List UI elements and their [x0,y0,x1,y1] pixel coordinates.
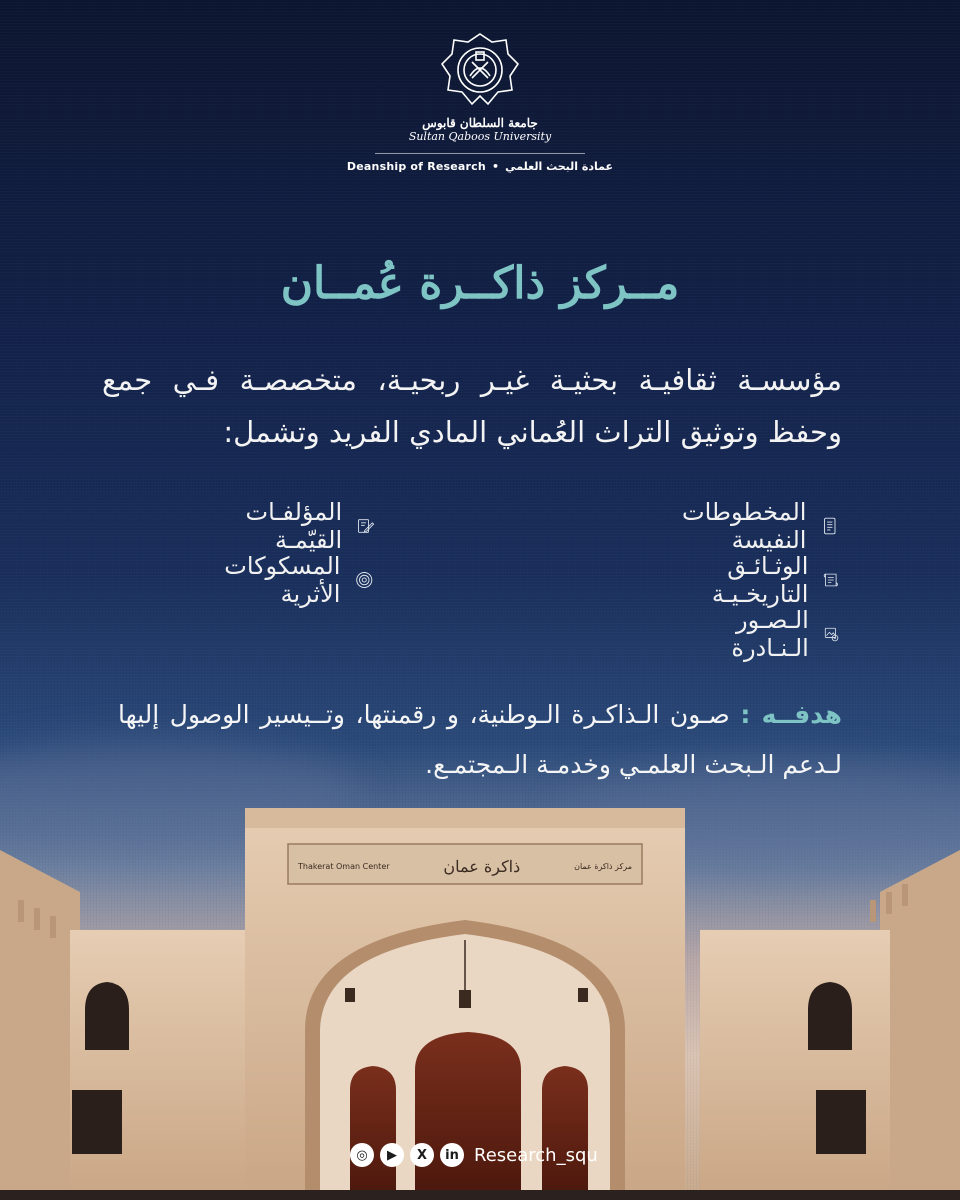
university-name-ar: جامعة السلطان قابوس [422,116,538,130]
document-scroll-icon [822,565,840,595]
linkedin-icon[interactable]: in [440,1143,464,1167]
goal-text: صـون الـذاكـرة الـوطنية، و رقمنتها، وتــيسير الوصول إليها لـدعم الـبحث العلمـي وخدمـة الـمجتمـع. [118,700,842,779]
building-sign-en: Thakerat Oman Center [298,861,390,871]
left-tower [0,850,80,1200]
manuscript-icon [820,511,840,541]
list-item [234,498,375,554]
list-item-label: المسكوكات الأثرية [224,552,341,608]
deanship-en: Deanship of Research [346,160,486,173]
youtube-icon[interactable]: ▶ [380,1143,404,1167]
goal-label: هدفــه : [740,700,843,729]
intro-paragraph: مؤسسـة ثقافيـة بحثيـة غيـر ربحيـة، متخصصـة فـي جمع وحفظ وتوثيق التراث العُماني المادي الفريد وتشمل: [102,363,842,449]
list-item-label: المؤلفـات القيّمـة [245,498,343,554]
list-item-label: المخطوطات النفيسة [682,498,807,554]
social-handle[interactable]: Research_squ [474,1144,598,1166]
list-item-label: الوثـائـق التاريخـيـة [711,552,809,608]
university-name-en: Sultan Qaboos University [408,130,552,143]
building-sign-ar: مركز ذاكرة عمان [574,861,632,871]
deanship-ar: عمادة البحث العلمي [505,160,614,173]
coin-icon [354,565,375,595]
university-crest-icon [432,30,528,110]
list-item [700,552,840,608]
divider [375,153,585,154]
social-bar [350,1143,598,1167]
x-icon[interactable]: X [410,1143,434,1167]
building-sign-calligraphy: ذاكرة عمان [443,856,521,876]
page-title: مــركز ذاكــرة عُمــان [280,258,680,309]
rare-photo-icon [823,619,840,649]
list-item [215,552,375,608]
list-item [719,606,840,662]
list-item [672,498,840,554]
deanship-line [0,160,960,173]
goal-paragraph [118,690,842,790]
building-sign [290,848,640,884]
university-logo-block [0,30,960,173]
writing-icon [356,511,375,541]
list-item-label: الـصـور الـنـادرة [731,606,809,662]
separator: • [491,160,500,173]
instagram-icon[interactable]: ◎ [350,1143,374,1167]
